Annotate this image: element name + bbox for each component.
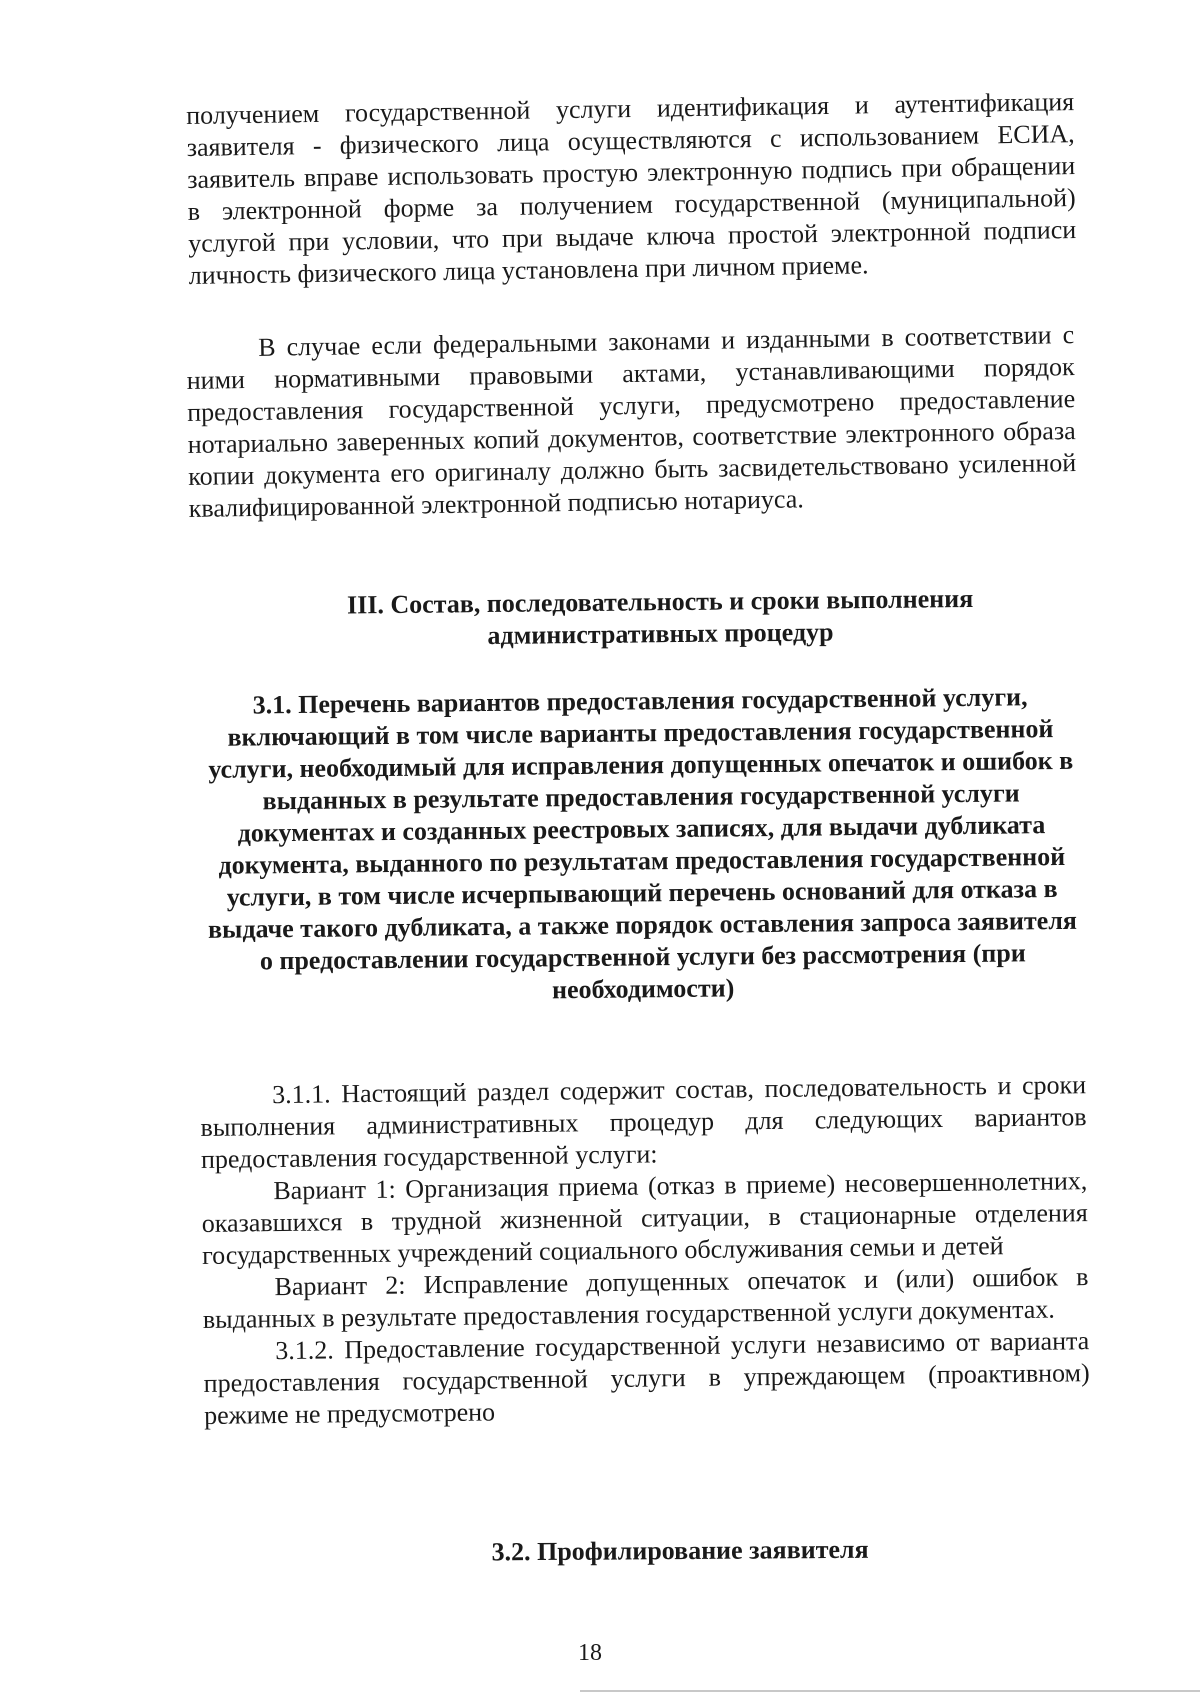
notary-paragraph	[186, 319, 1077, 525]
section-3-heading-line-2: административных процедур	[487, 617, 834, 651]
subsection-3-1-heading	[200, 681, 1083, 1010]
subsection-3-2-heading-text: 3.2. Профилирование заявителя	[491, 1534, 869, 1567]
intro-paragraph	[186, 86, 1077, 292]
notary-paragraph-text: В случае если федеральными законами и изданными в соответствии с ними нормативными правовыми актами, устанавливающими порядок предоставления государственной услуги, предусмотрено предоставление нотариально заверенных копий документов, соответствие электронного образа копии документа его оригиналу должно быть засвидетельствовано усиленной квалифицированной электронной подписью нотариуса.	[186, 320, 1077, 523]
paragraph-3-1-1: 3.1.1. Настоящий раздел содержит состав, последовательность и сроки выполнения административных процедур для следующих вариантов предоставления государственной услуги:	[200, 1070, 1087, 1174]
section-3-heading	[300, 582, 1021, 654]
section-3-1-body	[200, 1069, 1090, 1432]
scan-edge-line	[580, 1690, 1200, 1692]
page-number: 18	[578, 1640, 602, 1666]
paragraph-variant-2: Вариант 2: Исправление допущенных опечаток и (или) ошибок в выданных в результате предоставления государственной услуги документах.	[202, 1262, 1089, 1334]
paragraph-3-1-2: 3.1.2. Предоставление государственной услуги независимо от варианта предоставления государственной услуги в упреждающем (проактивном) режиме не предусмотрено	[203, 1326, 1090, 1430]
subsection-3-2-heading	[400, 1533, 960, 1569]
paragraph-variant-1: Вариант 1: Организация приема (отказ в приеме) несовершеннолетних, оказавшихся в трудной жизненной ситуации, в стационарные отделения государственных учреждений социального обслуживания семьи и детей	[201, 1166, 1088, 1270]
subsection-3-1-heading-text: 3.1. Перечень вариантов предоставления государственной услуги, включающий в том числе варианты предоставления государственной услуги, необходимый для исправления допущенных опечаток и ошибок в выданных в результате предоставления государственной услуги документах и созданных реестровых записях, для выдачи дубликата документа, выданного по результатам предоставления государственной услуги, в том числе исчерпывающий перечень оснований для отказа в выдаче такого дубликата, а также порядок оставления запроса заявителя о предоставлении государственной услуги без рассмотрения (при необходимости)	[207, 682, 1078, 1005]
section-3-heading-line-1: III. Состав, последовательность и сроки выполнения	[346, 583, 974, 620]
intro-paragraph-text: получением государственной услуги идентификация и аутентификация заявителя - физического лица осуществляются с использованием ЕСИА, заявитель вправе использовать простую электронную подпись при обращении в электронной форме за получением государственной (муниципальной) услугой при условии, что при выдаче ключа простой электронной подписи личность физического лица установлена при личном приеме.	[186, 87, 1077, 290]
